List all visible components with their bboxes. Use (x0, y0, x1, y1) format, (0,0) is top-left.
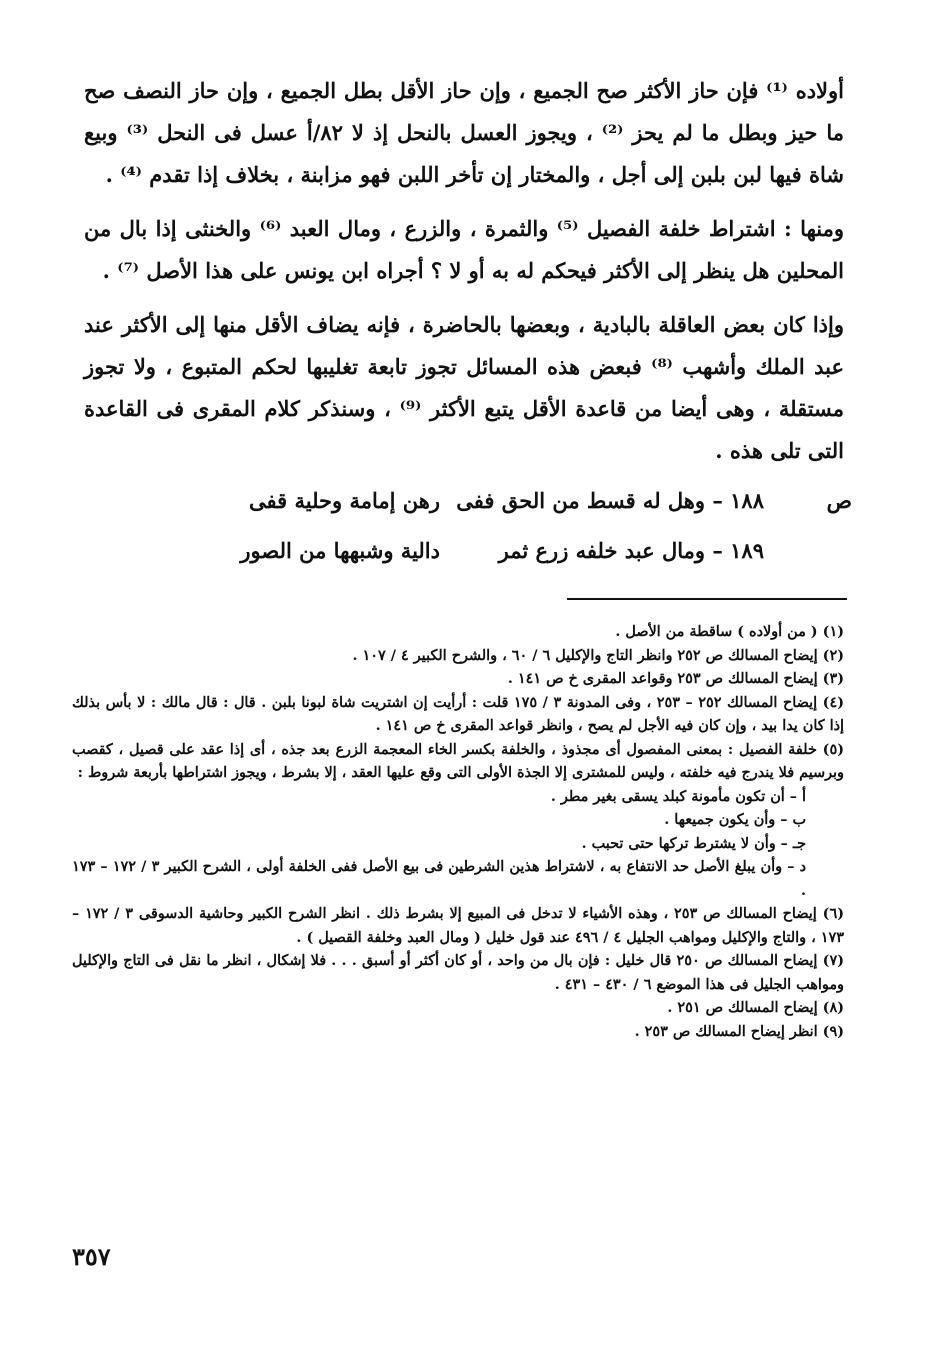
footnote: (١) ( من أولاده ) ساقطة من الأصل . (615, 623, 844, 640)
paragraph: ومنها : اشتراط خلفة الفصيل ⁽⁵⁾ والثمرة ، والزرع ، ومال العبد ⁽⁶⁾ والخنثى إذا بال من المحلين هل ينظر إلى الأكثر فيحكم له به أو لا ؟ أجراه ابن يونس على هذا الأصل ⁽⁷⁾ . (84, 216, 844, 283)
footnote-subitem: ب – وأن يكون جميعها . (664, 811, 806, 828)
verse-second-hemistich: دالية وشبهها من الصور (240, 538, 440, 563)
footnote: (٤) إيضاح المسالك ٢٥٢ – ٢٥٣ ، وفى المدونة ٣ / ١٧٥ قلت : أرأيت إن اشتريت شاة لبونا بلبن . قال : قال مالك : لا بأس بذلك إذا كان يدا بيد ، وإن كان فيه الأجل لم يصح ، وانظر قواعد المقرى خ ص ١٤١ . (72, 693, 845, 734)
footnote: (٨) إيضاح المسالك ص ٢٥١ . (667, 999, 844, 1016)
verse-first-hemistich: ١٨٩ – ومال عبد خلفه زرع ثمر (498, 538, 764, 563)
footnote: (٩) انظر إيضاح المسالك ص ٢٥٣ . (634, 1022, 844, 1040)
footnote-subitem: أ – أن تكون مأمونة كبلد يسقى بغير مطر . (550, 787, 806, 805)
footnote: (٢) إيضاح المسالك ص ٢٥٢ وانظر التاج والإكليل ٦ / ٦٠ ، والشرح الكبير ٤ / ١٠٧ . (352, 646, 844, 664)
footnote-subitem: جـ – وأن لا يشترط تركها حتى تحبب . (581, 834, 806, 852)
verse-second-hemistich: رهن إمامة وحلية قفى (249, 488, 440, 513)
footnote: (٦) إيضاح المسالك ص ٢٥٣ ، وهذه الأشياء لا تدخل فى المبيع إلا بشرط ذلك . انظر الشرح الكبير وحاشية الدسوقى ٣ / ١٧٢ – ١٧٣ ، والتاج والإكليل ومواهب الجليل ٤ / ٤٩٦ عند قول خليل ( ومال العبد وخلفة القصيل ) . (72, 905, 844, 946)
footnote: (٧) إيضاح المسالك ص ٢٥٠ قال خليل : فإن بال من واحد ، أو كان أكثر أو أسبق . . . فلا إشكال ، انظر ما نقل فى التاج والإكليل ومواهب الجليل فى هذا الموضع ٦ / ٤٣٠ – ٤٣١ . (72, 952, 844, 993)
paragraph: أولاده ⁽¹⁾ فإن حاز الأكثر صح الجميع ، وإن حاز الأقل بطل الجميع ، وإن حاز النصف صح ما حيز وبطل ما لم يحز ⁽²⁾ ، ويجوز العسل بالنحل إذ لا ٨٢/أ عسل فى النحل ⁽³⁾ وبيع شاة فيها لبن بلبن إلى أجل ، والمختار إن تأخر اللبن فهو مزابنة ، بخلاف إذا تقدم ⁽⁴⁾ . (84, 78, 844, 187)
verse-line (84, 480, 852, 532)
footnote: (٥) خلفة الفصيل : بمعنى المفصول أى مجذوذ ، والخلفة بكسر الخاء المعجمة الزرع بعد جذه ، أى إذا عقد على قصيل ، كقصب وبرسيم فلا يندرج فيه خلفته ، وليس للمشترى إلا الجذة الأولى التى وقع عليها العقد ، إلا بشرط ، ويجوز اشتراطها بأربعة شروط : (72, 740, 844, 781)
main-text (84, 70, 844, 484)
verse-first-hemistich: ١٨٨ – وهل له قسط من الحق ففى (456, 488, 764, 513)
paragraph: وإذا كان بعض العاقلة بالبادية ، وبعضها بالحاضرة ، فإنه يضاف الأقل منها إلى الأكثر عند عبد الملك وأشهب ⁽⁸⁾ فبعض هذه المسائل تجوز تابعة تغليبها لحكم المتبوع ، ولا تجوز مستقلة ، وهى أيضا من قاعدة الأقل يتبع الأكثر ⁽⁹⁾ ، وسنذكر كلام المقرى فى القاعدة التى تلى هذه . (84, 312, 845, 463)
verse-marker: ص (826, 488, 852, 513)
footnotes (72, 620, 844, 1043)
verse-line (84, 530, 852, 582)
footnote: (٣) إيضاح المسالك ص ٢٥٣ وقواعد المقرى خ ص ١٤١ . (507, 670, 844, 687)
footnote-separator (567, 598, 847, 600)
footnote-subitem: د – وأن يبلغ الأصل حد الانتفاع به ، لاشتراط هذين الشرطين فى بيع الأصل ففى الخلفة أولى ، الشرح الكبير ٣ / ١٧٢ – ١٧٣ . (72, 858, 806, 899)
page-number: ٣٥٧ (72, 1242, 111, 1271)
